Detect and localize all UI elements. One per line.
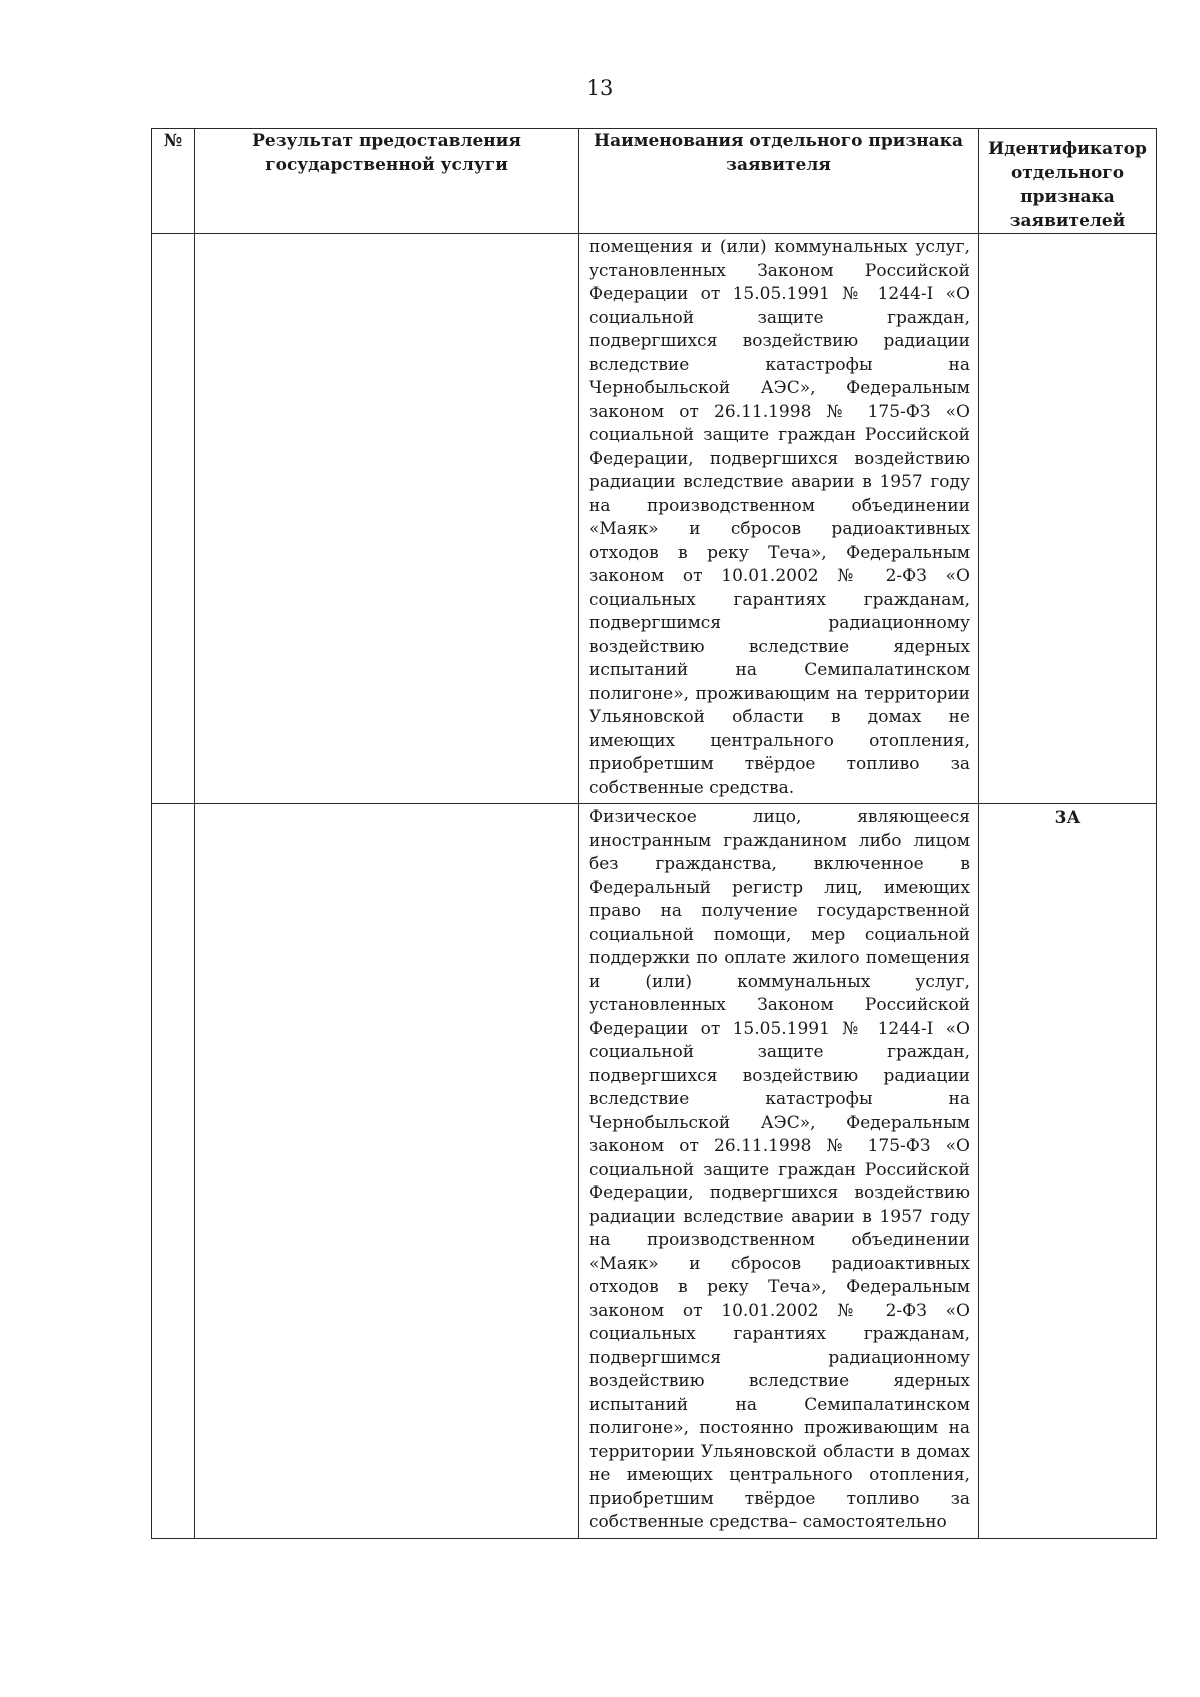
applicant-criteria-table <box>151 128 1157 1539</box>
row-result-cell <box>195 804 579 1539</box>
header-identifier-label: Идентификатор отдельного признака заявителей <box>988 139 1147 231</box>
criterion-text: помещения и (или) коммунальных услуг, установленных Законом Российской Федерации от 15.05.1991 № 1244-I «О социальной защите граждан, подвергшихся воздействию радиации вследствие катастрофы на Чернобыльской АЭС», Федеральным законом от 26.11.1998 № 175-ФЗ «О социальной защите граждан Российской Федерации, подвергшихся воздействию радиации вследствие аварии в 1957 году на производственном объединении «Маяк» и сбросов радиоактивных отходов в реку Теча», Федеральным законом от 10.01.2002 № 2-ФЗ «О социальных гарантиях гражданам, подвергшимся радиационному воздействию вследствие ядерных испытаний на Семипалатинском полигоне», проживающим на территории Ульяновской области в домах не имеющих центрального отопления, приобретшим твёрдое топливо за собственные средства. <box>589 237 970 798</box>
header-result-label: Результат предоставления государственной услуги <box>252 131 521 175</box>
table-row <box>152 234 1157 804</box>
header-criterion-name-label: Наименования отдельного признака заявителя <box>594 131 963 175</box>
row-identifier-cell <box>979 234 1157 804</box>
criterion-text: Физическое лицо, являющееся иностранным гражданином либо лицом без гражданства, включенное в Федеральный регистр лиц, имеющих право на получение государственной социальной помощи, мер социальной поддержки по оплате жилого помещения и (или) коммунальных услуг, установленных Законом Российской Федерации от 15.05.1991 № 1244-I «О социальной защите граждан, подвергшихся воздействию радиации вследствие катастрофы на Чернобыльской АЭС», Федеральным законом от 26.11.1998 № 175-ФЗ «О социальной защите граждан Российской Федерации, подвергшихся воздействию радиации вследствие аварии в 1957 году на производственном объединении «Маяк» и сбросов радиоактивных отходов в реку Теча», Федеральным законом от 10.01.2002 № 2-ФЗ «О социальных гарантиях гражданам, подвергшимся радиационному воздействию вследствие ядерных испытаний на Семипалатинском полигоне», постоянно проживающим на территории Ульяновской области в домах не имеющих центрального отопления, приобретшим твёрдое топливо за собственные средства– самостоятельно <box>589 807 970 1532</box>
identifier-value: 3А <box>1054 808 1081 828</box>
table-header <box>152 129 1157 234</box>
header-result <box>195 129 579 234</box>
header-number <box>152 129 195 234</box>
row-number-cell <box>152 804 195 1539</box>
header-identifier <box>979 129 1157 234</box>
row-number-cell <box>152 234 195 804</box>
header-number-label: № <box>163 131 183 151</box>
header-criterion-name <box>579 129 979 234</box>
identifier-value <box>979 234 1156 236</box>
row-criterion-name-cell <box>579 234 979 804</box>
row-criterion-name-cell <box>579 804 979 1539</box>
page-number: 13 <box>586 76 614 100</box>
row-result-cell <box>195 234 579 804</box>
table-row <box>152 804 1157 1539</box>
row-identifier-cell <box>979 804 1157 1539</box>
